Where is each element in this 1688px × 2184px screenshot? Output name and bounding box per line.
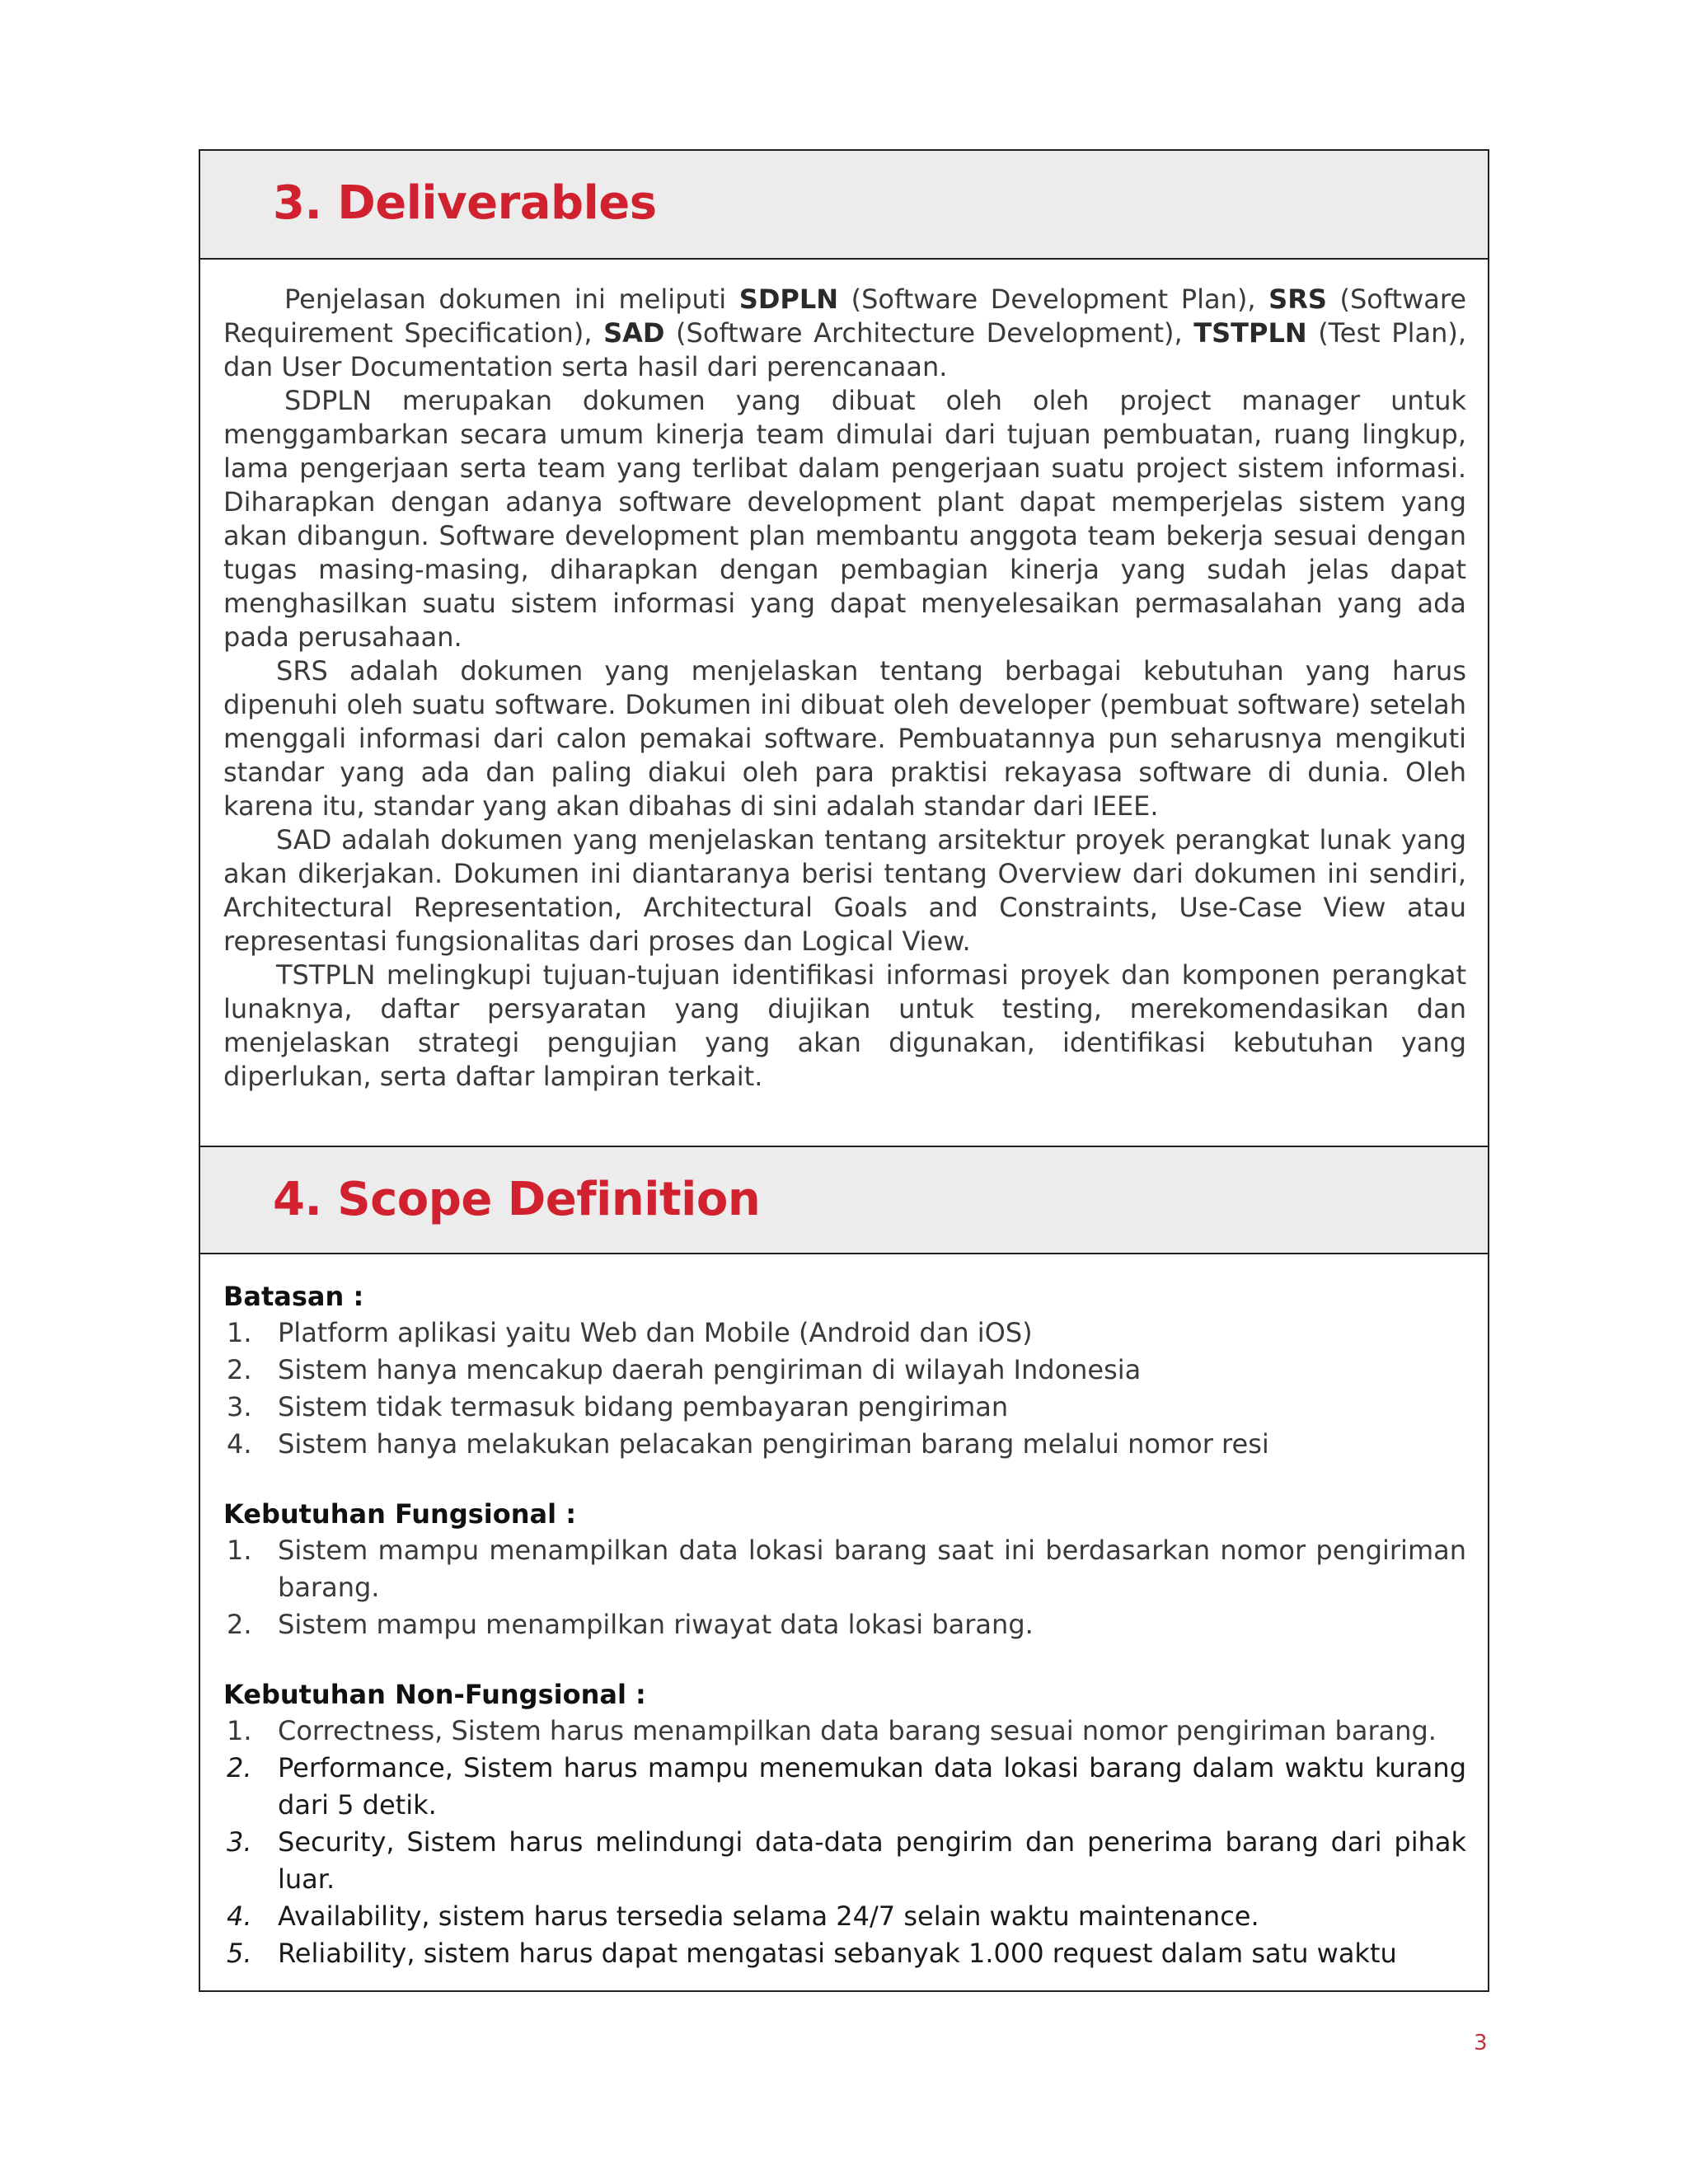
list-number: 1.	[227, 1317, 252, 1348]
text-run: (Software Architecture Development),	[664, 317, 1194, 349]
scope-header	[200, 1146, 1488, 1254]
list-text: Availability, sistem harus tersedia selama 24/7 selain waktu maintenance.	[278, 1900, 1259, 1932]
list-number: 5.	[227, 1938, 252, 1969]
list-item	[223, 1898, 1466, 1935]
list-number: 2.	[227, 1354, 252, 1385]
list-text: Sistem mampu menampilkan data lokasi barang saat ini berdasarkan nomor pengiriman barang.	[278, 1535, 1466, 1603]
list-item	[223, 1389, 1466, 1426]
spacer	[223, 1463, 1466, 1496]
scope-title: 4. Scope Definition	[273, 1173, 761, 1226]
term-sad: SAD	[603, 317, 665, 349]
list-text: Performance, Sistem harus mampu menemukan data lokasi barang dalam waktu kurang dari 5 detik.	[278, 1752, 1466, 1821]
list-text: Security, Sistem harus melindungi data-data pengirim dan penerima barang dari pihak luar.	[278, 1826, 1466, 1895]
list-number: 4.	[227, 1900, 252, 1932]
text-run: (Software Requirement Specification),	[223, 284, 1467, 349]
list-text: Sistem tidak termasuk bidang pembayaran pengiriman	[278, 1391, 1009, 1422]
list-text: Reliability, sistem harus dapat mengatasi sebanyak 1.000 request dalam satu waktu	[278, 1938, 1397, 1969]
list-number: 3.	[227, 1826, 252, 1858]
deliverables-title: 3. Deliverables	[273, 176, 657, 230]
deliverables-paragraph-1	[223, 283, 1466, 384]
page-number: 3	[1474, 2031, 1488, 2055]
list-number: 3.	[227, 1391, 252, 1422]
term-sdpln: SDPLN	[738, 284, 839, 315]
nonfungsional-heading: Kebutuhan Non-Fungsional :	[223, 1679, 646, 1710]
spacer	[223, 1643, 1466, 1676]
list-number: 1.	[227, 1535, 252, 1566]
list-text: Sistem hanya melakukan pelacakan pengiriman barang melalui nomor resi	[278, 1428, 1269, 1460]
deliverables-paragraph-2: SDPLN merupakan dokumen yang dibuat oleh oleh project manager untuk menggambarkan secara umum kinerja team dimulai dari tujuan pembuatan, ruang lingkup, lama pengerjaan serta team yang terlibat dalam pengerjaan suatu project sistem informasi. Diharapkan dengan adanya software development plant dapat memperjelas sistem yang akan dibangun. Software development plan membantu anggota team bekerja sesuai dengan tugas masing-masing, diharapkan dengan pembagian kinerja yang sudah jelas dapat menghasilkan suatu sistem informasi yang dapat menyelesaikan permasalahan yang ada pada perusahaan.	[223, 385, 1466, 653]
list-text: Platform aplikasi yaitu Web dan Mobile (Android dan iOS)	[278, 1317, 1033, 1348]
batasan-heading: Batasan :	[223, 1281, 364, 1312]
list-item	[223, 1606, 1466, 1643]
list-item	[223, 1532, 1466, 1606]
list-item	[223, 1426, 1466, 1463]
deliverables-paragraph-5: TSTPLN melingkupi tujuan-tujuan identifikasi informasi proyek dan komponen perangkat lunaknya, daftar persyaratan yang diujikan untuk testing, merekomendasikan dan menjelaskan strategi pengujian yang akan digunakan, identifikasi kebutuhan yang diperlukan, serta daftar lampiran terkait.	[223, 959, 1466, 1092]
term-srs: SRS	[1268, 284, 1327, 315]
text-run: (Test Plan), dan User Documentation serta hasil dari perencanaan.	[223, 317, 1466, 382]
list-item	[223, 1824, 1466, 1898]
fungsional-heading: Kebutuhan Fungsional :	[223, 1498, 577, 1530]
deliverables-paragraph-4: SAD adalah dokumen yang menjelaskan tentang arsitektur proyek perangkat lunak yang akan dikerjakan. Dokumen ini diantaranya berisi tentang Overview dari dokumen ini sendiri, Architectural Representation, Architectural Goals and Constraints, Use-Case View atau representasi fungsionalitas dari proses dan Logical View.	[223, 824, 1466, 957]
list-text: Sistem mampu menampilkan riwayat data lokasi barang.	[278, 1609, 1034, 1640]
document-frame	[199, 149, 1489, 1992]
term-tstpln: TSTPLN	[1193, 317, 1307, 349]
text-run: Penjelasan dokumen ini meliputi	[284, 284, 739, 315]
batasan-list	[223, 1315, 1466, 1463]
list-item	[223, 1315, 1466, 1352]
list-item	[223, 1750, 1466, 1824]
list-number: 4.	[227, 1428, 252, 1460]
list-text: Correctness, Sistem harus menampilkan data barang sesuai nomor pengiriman barang.	[278, 1715, 1437, 1746]
deliverables-header	[200, 151, 1488, 260]
list-item	[223, 1935, 1466, 1972]
scope-body	[223, 1278, 1466, 1972]
text-run: (Software Development Plan),	[838, 284, 1269, 315]
list-number: 1.	[227, 1715, 252, 1746]
list-text: Sistem hanya mencakup daerah pengiriman di wilayah Indonesia	[278, 1354, 1142, 1385]
list-item	[223, 1713, 1466, 1750]
list-item	[223, 1352, 1466, 1389]
list-number: 2.	[227, 1609, 252, 1640]
fungsional-list	[223, 1532, 1466, 1643]
nonfungsional-list	[223, 1713, 1466, 1972]
deliverables-body	[223, 283, 1466, 1094]
list-number: 2.	[227, 1752, 252, 1783]
deliverables-paragraph-3: SRS adalah dokumen yang menjelaskan tentang berbagai kebutuhan yang harus dipenuhi oleh suatu software. Dokumen ini dibuat oleh developer (pembuat software) setelah menggali informasi dari calon pemakai software. Pembuatannya pun seharusnya mengikuti standar yang ada dan paling diakui oleh para praktisi rekayasa software di dunia. Oleh karena itu, standar yang akan dibahas di sini adalah standar dari IEEE.	[223, 655, 1466, 822]
